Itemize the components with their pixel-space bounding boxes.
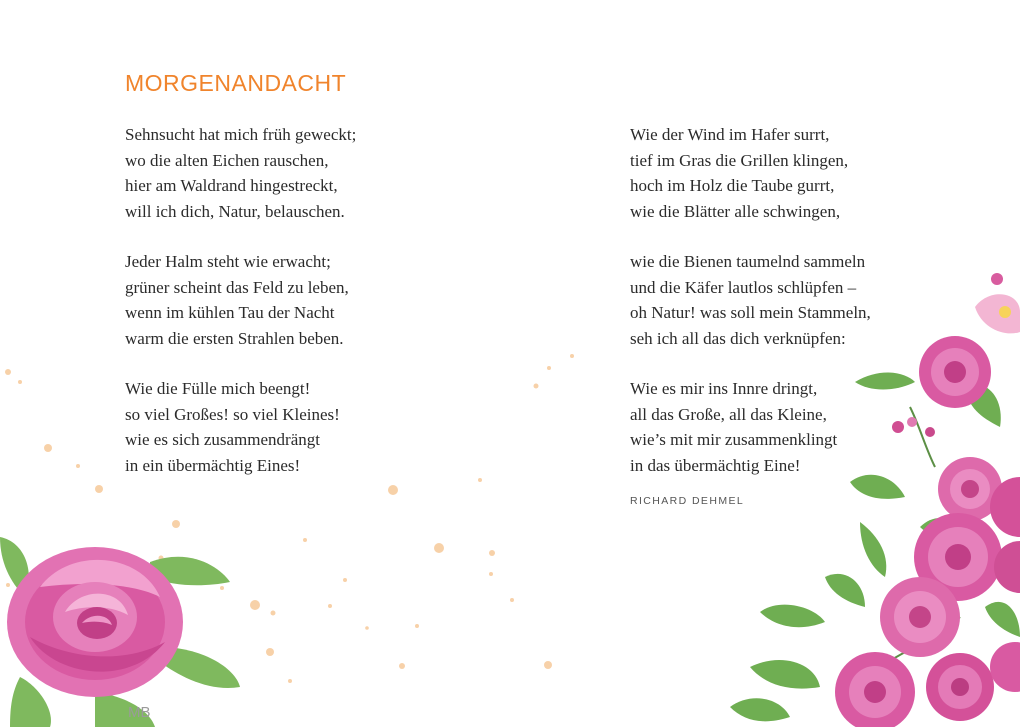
verse-line: hoch im Holz die Taube gurrt,	[630, 176, 835, 195]
verse-line: will ich dich, Natur, belauschen.	[125, 201, 345, 221]
verse-line: Wie die Fülle mich beengt!	[125, 379, 311, 398]
stanza	[125, 122, 356, 224]
verse-line: und die Käfer lautlos schlüpfen –	[630, 277, 857, 297]
verse-line: all das Große, all das Kleine,	[630, 404, 827, 424]
poem-title: MORGENANDACHT	[125, 70, 347, 96]
verse-line: Jeder Halm steht wie erwacht;	[125, 252, 331, 271]
verse-line: wo die alten Eichen rauschen,	[125, 150, 329, 170]
stanza	[125, 376, 356, 478]
verse-line: Wie es mir ins Innre dringt,	[630, 379, 818, 398]
stanza	[630, 249, 871, 351]
verse-line: oh Natur! was soll mein Stammeln,	[630, 303, 871, 322]
verse-line: wie’s mit mir zusammenklingt	[630, 430, 838, 449]
verse-line: hier am Waldrand hingestreckt,	[125, 176, 338, 195]
poem-right-column	[630, 122, 871, 503]
verse-line: wie es sich zusammendrängt	[125, 430, 320, 449]
verse-line: in ein übermächtig Eines!	[125, 455, 301, 475]
artist-signature: MB	[128, 704, 151, 721]
poem-left-column	[125, 122, 356, 503]
verse-line: wie die Blätter alle schwingen,	[630, 201, 841, 221]
stanza	[630, 376, 871, 478]
verse-line: in das übermächtig Eine!	[630, 455, 801, 475]
verse-line: Wie der Wind im Hafer surrt,	[630, 125, 830, 144]
verse-line: grüner scheint das Feld zu leben,	[125, 277, 349, 297]
verse-line: Sehnsucht hat mich früh geweckt;	[125, 125, 357, 144]
stanza	[125, 249, 356, 351]
verse-line: so viel Großes! so viel Kleines!	[125, 404, 340, 424]
verse-line: tief im Gras die Grillen klingen,	[630, 150, 849, 170]
verse-line: wenn im kühlen Tau der Nacht	[125, 303, 335, 322]
stanza	[630, 122, 871, 224]
verse-line: warm die ersten Strahlen beben.	[125, 328, 344, 348]
poem-author: RICHARD DEHMEL	[630, 495, 745, 507]
verse-line: wie die Bienen taumelnd sammeln	[630, 252, 866, 271]
rose-bouquet-left	[0, 527, 245, 727]
verse-line: seh ich all das dich verknüpfen:	[630, 328, 846, 348]
